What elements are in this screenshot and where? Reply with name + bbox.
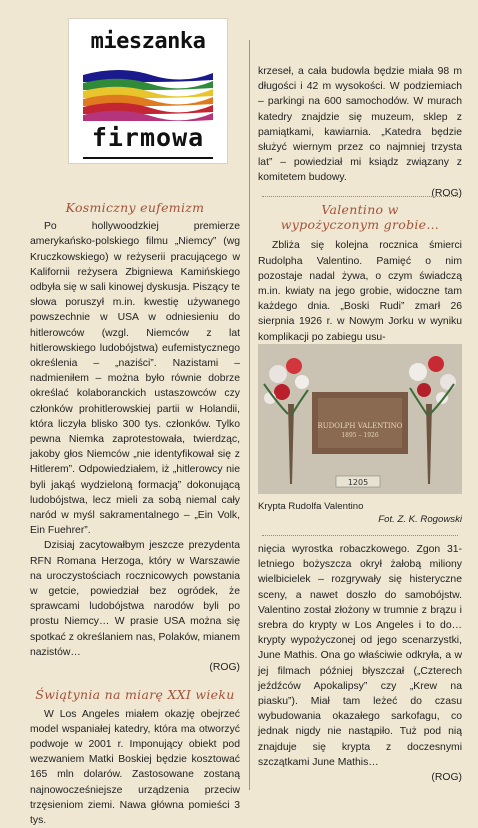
author-signature: (ROG) [258,186,462,201]
logo-underline [83,157,213,159]
right-column-bottom [258,542,462,785]
article-paragraph: Zbliża się kolejna rocznica śmierci Rudolpha Valentino. Pamięć o nim pozostaje nadal żywa, o czym świadczą m.in. kwiaty na jego grobie, widoczne tam każdego dnia. „Boski Rudi” zmarł 26 sierpnia 1926 r. w Nowym Jorku w wyniku komplikacji po zabiegu usu- [258,238,462,344]
crypt-photo-illustration [258,344,462,494]
article-paragraph: Dzisiaj zacytowałbym jeszcze prezydenta RFN Romana Herzoga, który w Warszawie na uroczystościach rocznicowych powstania w getcie, powiedział bez ogródek, że sprawcami ludobójstwa narodów byli po prostu Niemcy… W prasie USA można się spotkać z określaniem nas, Polaków, mianem nazistów… [30,538,240,660]
column-logo [68,18,228,164]
article-heading-kosmiczny-eufemizm: Kosmiczny eufemizm [30,200,240,215]
dotted-separator [262,196,458,197]
svg-text:RUDOLPH VALENTINO: RUDOLPH VALENTINO [317,422,402,430]
left-column [30,200,240,828]
caption-text: Krypta Rudolfa Valentino [258,501,363,512]
logo-word-top: mieszanka [69,29,227,54]
plaque-number: 1205 [348,478,368,487]
article-paragraph-continued: krzeseł, a cała budowla będzie miała 98 m długości i 42 m wysokości. W podziemiach – parkingi na 600 samochodów. W murach katedry znajdzie się muzeum, sklep z pamiątkami, kawiarnia. „Katedra będzie służyć wiernym przez co najmniej trzysta lat” – powiedział mi ksiądz związany z komitetem budowy. [258,64,462,186]
column-divider [249,40,250,790]
article-heading-valentino: Valentino w wypożyczonym grobie… [258,202,462,232]
author-signature: (ROG) [30,660,240,675]
right-column-mid [258,202,462,345]
crypt-photo [258,344,462,494]
article-heading-swiatynia: Świątynia na miarę XXI wieku [30,687,240,702]
logo-word-bottom: firmowa [69,123,227,152]
author-signature: (ROG) [258,770,462,785]
photo-caption [258,500,462,526]
svg-text:1895 – 1926: 1895 – 1926 [341,432,379,439]
article-paragraph-continued: nięcia wyrostka robaczkowego. Zgon 31-letniego bożyszcza okrył żałobą miliony wielbicielek – rozgrywały się histeryczne sceny, a nawet doszło do samobójstw. Valentino został złożony w trumnie z brązu i srebra do krypty w Los Angeles i to do… krypty wypożyczonej od jego scenarzystki, June Mathis. Ona go właściwie odkryła, a w jej filmach później błyszczał („Czterech jeźdźców Apokalipsy” czy „Krew na piasku”). Miał tam leżeć do czasu wybudowania okazałego sarkofagu, co jednak nigdy nie nastąpiło. Tuż pod nią znajduje się krypta z doczesnymi szczątkami June Mathis… [258,542,462,770]
photo-credit: Fot. Z. K. Rogowski [258,513,462,526]
right-column-top [258,64,462,201]
dotted-separator [262,535,458,536]
article-paragraph: W Los Angeles miałem okazję obejrzeć model wspaniałej katedry, która ma otworzyć podwoje w 2001 r. Imponujący obiekt pod wezwaniem Matki Boskiej będzie kosztować 165 mln dolarów. Zastosowane zostaną najnowocześniejsze urządzenia przeciw trzęsieniom ziemi. Nawa główna pomieści 3 tys. [30,707,240,828]
article-paragraph: Po hollywoodzkiej premierze amerykańsko-polskiego filmu „Niemcy” (wg Kruczkowskiego) w reżyserii pracującego w Kalifornii reżysera Zbigniewa Kamińskiego odbyła się w sali kinowej dyskusja. Piszący te słowa poruszył m.in. kwestię używanego powszechnie w USA w odniesieniu do hitlerowców (wzgl. Niemców z lat hitlerowskiego ludobójstwa) eufemistycznego określenia – „naziści”. Nazistami – nadmieniłem – można było równie dobrze określać kolaboranckich ustaszowców czy członków prohitlerowskiej partii w Holandii, która liczyła blisko 300 tys. członków. Tylko pewna Niemka zaprotestowała, twierdząc, jakoby głos Niemców „nie identyfikował się z Hitlerem”. Odpowiedziałem, iż „hitlerowcy nie byli jakąś wydzieloną formacją” dokonującą ludobójstwa, lecz mieli za sobą niemal cały naród w myśl sakramentalnego – „Ein Volk, Ein Fuehrer”. [30,219,240,538]
rainbow-stripes-logo-graphic [79,65,217,121]
